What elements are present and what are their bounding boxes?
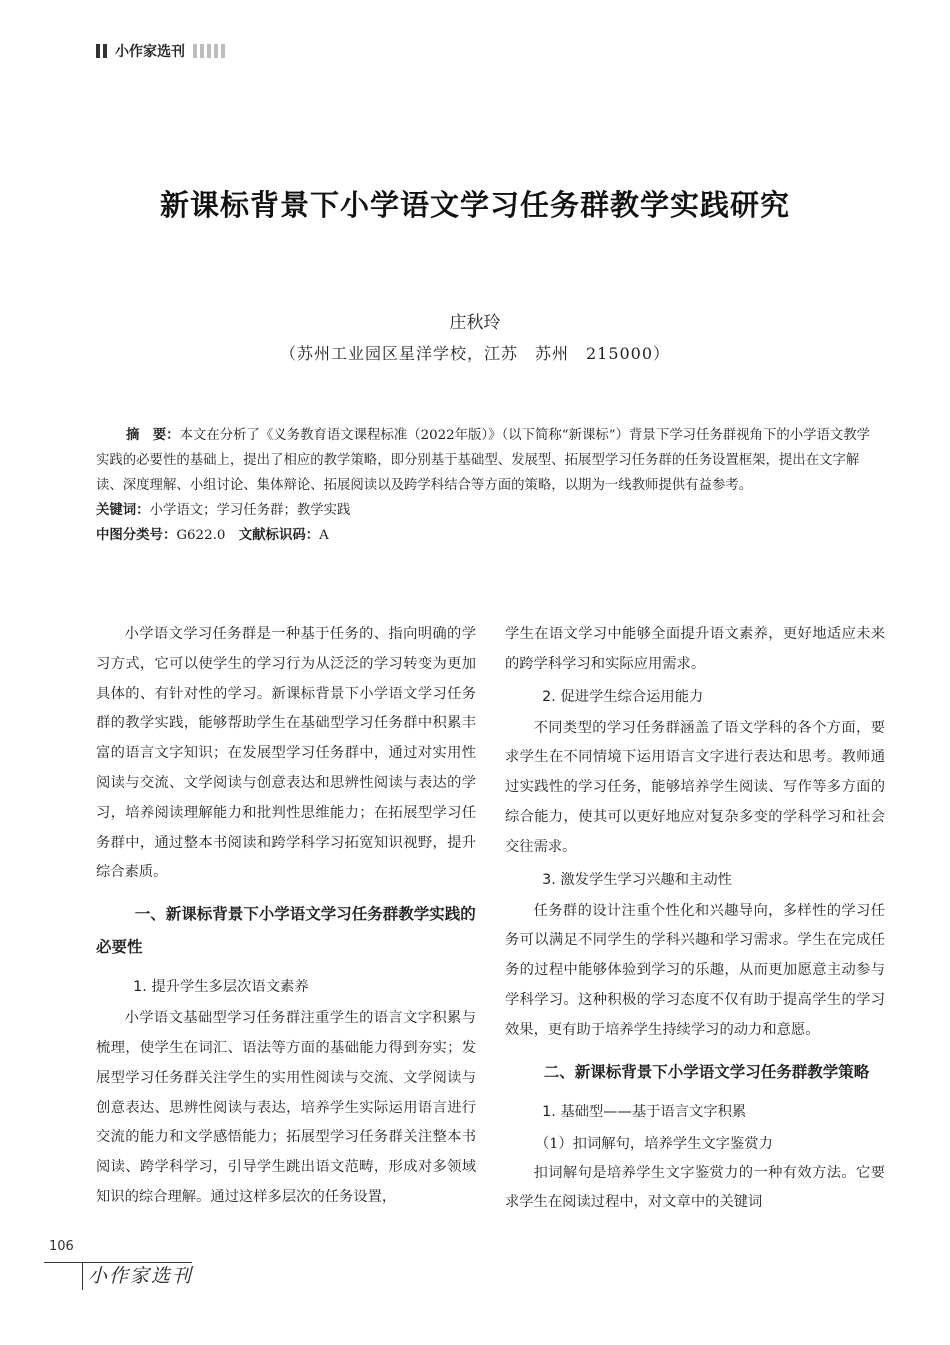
subsection-4-1-paragraph: 扣词解句是培养学生文字鉴赏力的一种有效方法。它要求学生在阅读过程中，对文章中的关键词 [505,1164,885,1211]
abstract-text: 本文在分析了《义务教育语文课程标准（2022年版）》（以下简称“新课标”）背景下学习任务群视角下的小学语文教学实践的必要性的基础上，提出了相应的教学策略，即分别基于基础型、发展型、拓展型学习任务群的任务设置框架，提出在文字解读、深度理解、小组讨论、集体辩论、拓展阅读以及跨学科结合等方面的策略，以期为一线教师提供有益参考。 [96,428,871,493]
subsection-1-heading: 1. 提升学生多层次语文素养 [133,979,309,996]
continued-paragraph: 学生在语文学习中能够全面提升语文素养，更好地适应未来的跨学科学习和实际应用需求。 [505,626,885,672]
subsection-3-heading: 3. 激发学生学习兴趣和主动性 [542,871,732,888]
section-2-heading: 二、新课标背景下小学语文学习任务群教学策略 [543,1062,870,1081]
article-title: 新课标背景下小学语文学习任务群教学实践研究 [159,188,790,222]
keywords-line [96,498,882,523]
page-footer [0,1230,950,1345]
subsection-4-1-heading: （1）扣词解句，培养学生文字鉴赏力 [535,1135,773,1152]
right-column [505,620,885,1218]
journal-name: 小作家选刊 [115,44,185,60]
subsection-2-paragraph: 不同类型的学习任务群涵盖了语文学科的各个方面，要求学生在不同情境下运用语言文字进行表达和思考。教师通过实践性的学习任务，能够培养学生阅读、写作等多方面的综合能力，使其可以更好地应对复杂多变的学科学习和社会交往需求。 [505,719,885,855]
doc-code-value: A [319,528,329,543]
subsection-4-heading: 1. 基础型——基于语言文字积累 [542,1103,747,1120]
classification-line [96,523,882,548]
author-affiliation: （苏州工业园区星洋学校，江苏 苏州 215000） [279,344,671,363]
abstract-label: 摘 要： [126,428,180,443]
subsection-2-heading: 2. 促进学生综合运用能力 [542,688,704,705]
keywords-text: 小学语文；学习任务群；教学实践 [149,503,351,518]
abstract-paragraph [96,423,882,498]
class-value: G622.0 [176,528,226,543]
journal-logo: 小作家选刊 [88,1265,194,1287]
left-column [96,620,476,1213]
subsection-1-paragraph: 小学语文基础型学习任务群注重学生的语言文字积累与梳理，使学生在词汇、语法等方面的基础能力得到夯实；发展型学习任务群关注学生的实用性阅读与交流、文学阅读与创意表达、思辨性阅读与表达，培养学生实际运用语言进行交流的能力和文学感悟能力；拓展型学习任务群关注整本书阅读、跨学科学习，引导学生跳出语文范畴，形成对多领域知识的综合理解。通过这样多层次的任务设置， [96,1010,476,1205]
intro-paragraph: 小学语文学习任务群是一种基于任务的、指向明确的学习方式，它可以使学生的学习行为从泛泛的学习转变为更加具体的、有针对性的学习。新课标背景下小学语文学习任务群的教学实践，能够帮助学生在基础型学习任务群中积累丰富的语言文字知识；在发展型学习任务群中，通过对实用性阅读与交流、文学阅读与创意表达和思辨性阅读与表达的学习，培养阅读理解能力和批判性思维能力；在拓展型学习任务群中，通过整本书阅读和跨学科学习拓宽知识视野，提升综合素质。 [96,626,476,881]
header-bars-right [193,44,225,58]
header-bars-left [96,44,107,58]
abstract-block [96,423,882,548]
class-label: 中图分类号： [96,528,177,543]
doc-code-label: 文献标识码： [238,528,320,543]
footer-rule-vertical [82,1262,83,1290]
running-header [96,40,233,62]
subsection-3-paragraph: 任务群的设计注重个性化和兴趣导向，多样性的学习任务可以满足不同学生的学科兴趣和学习需求。学生在完成任务的过程中能够体验到学习的乐趣，从而更加愿意主动参与学科学习。这种积极的学习态度不仅有助于提高学生的学习效果，更有助于培养学生持续学习的动力和意愿。 [505,902,885,1038]
keywords-label: 关键词： [96,503,150,518]
section-1-heading: 一、新课标背景下小学语文学习任务群教学实践的必要性 [96,905,476,957]
author-name: 庄秋玲 [449,313,501,333]
page-number: 106 [49,1239,74,1254]
